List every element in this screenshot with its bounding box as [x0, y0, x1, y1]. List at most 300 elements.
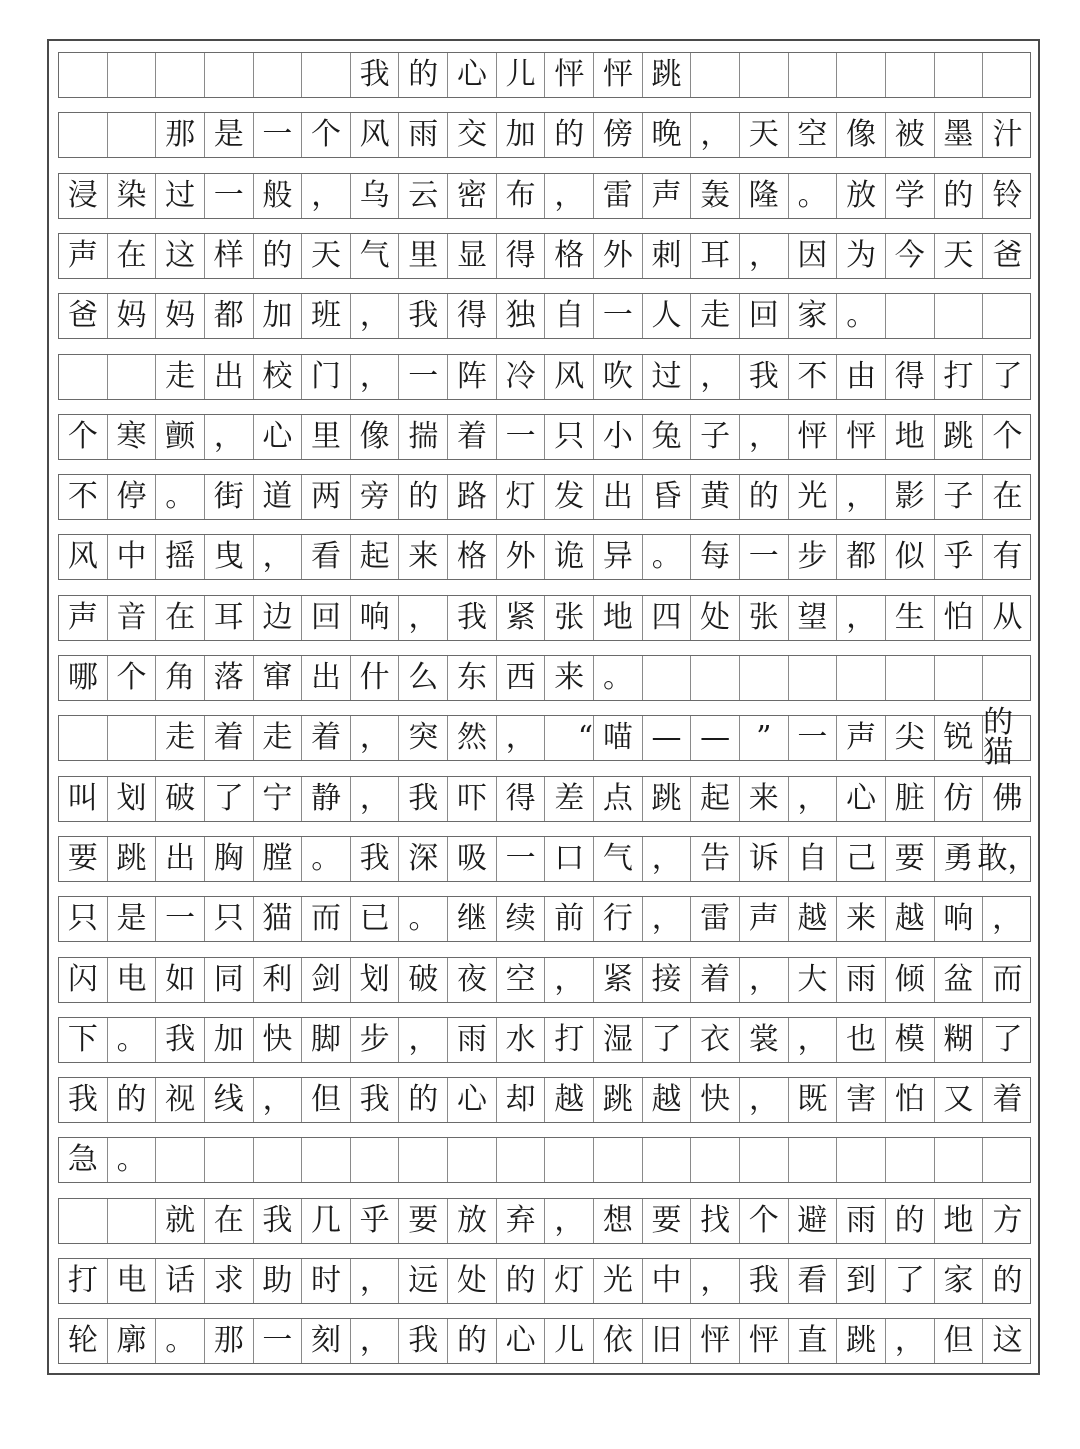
- grid-cell: 风: [59, 535, 108, 579]
- grid-cell: 避: [789, 1199, 838, 1243]
- grid-cell: 突: [399, 716, 448, 760]
- grid-cell: [497, 1138, 546, 1182]
- grid-cell: [740, 1138, 789, 1182]
- grid-cell: 锐: [935, 716, 984, 760]
- grid-cell: [886, 656, 935, 700]
- grid-cell: ，: [351, 355, 400, 399]
- grid-cell: 一: [594, 294, 643, 338]
- grid-cell: 划: [351, 958, 400, 1002]
- grid-cell: 水: [497, 1018, 546, 1062]
- grid-cell: 得: [448, 294, 497, 338]
- grid-cell: 怦: [545, 53, 594, 97]
- grid-cell: 发: [545, 475, 594, 519]
- grid-cell: 颤: [156, 415, 205, 459]
- grid-cell: 湿: [594, 1018, 643, 1062]
- grid-cell: 乌: [351, 174, 400, 218]
- grid-cell: 同: [205, 958, 254, 1002]
- grid-cell: 求: [205, 1259, 254, 1303]
- grid-cell: 的: [545, 113, 594, 157]
- grid-cell: [935, 53, 984, 97]
- grid-cell: 个: [740, 1199, 789, 1243]
- text-row: [58, 233, 1031, 279]
- grid-cell: 这: [992, 1323, 1023, 1359]
- grid-cell: 气: [351, 234, 400, 278]
- grid-cell: ，: [789, 1018, 838, 1062]
- grid-cell: [399, 1138, 448, 1182]
- grid-cell: 声: [643, 174, 692, 218]
- grid-cell: 浸: [59, 174, 108, 218]
- grid-cell: 要: [59, 837, 108, 881]
- grid-cell: ，: [545, 174, 594, 218]
- grid-cell: [254, 53, 303, 97]
- grid-cell: 我: [254, 1199, 303, 1243]
- grid-cell: [837, 53, 886, 97]
- grid-cell: 从: [992, 599, 1023, 635]
- grid-cell: 。: [594, 656, 643, 700]
- grid-cell: 了: [992, 1021, 1023, 1057]
- grid-cell: 怦: [594, 53, 643, 97]
- text-row: [58, 354, 1031, 400]
- grid-cell: 一: [789, 716, 838, 760]
- grid-cell: 人: [643, 294, 692, 338]
- grid-cell: [983, 1138, 1032, 1182]
- grid-cell: 差: [545, 777, 594, 821]
- grid-cell: 个: [59, 415, 108, 459]
- grid-cell: 子: [935, 475, 984, 519]
- grid-cell: 跳: [935, 415, 984, 459]
- grid-cell: 张: [545, 596, 594, 640]
- grid-cell: [935, 1138, 984, 1182]
- title-row: [58, 52, 1031, 98]
- grid-cell: ，: [545, 958, 594, 1002]
- grid-cell: 。: [789, 174, 838, 218]
- grid-cell: 视: [156, 1078, 205, 1122]
- text-row: [58, 293, 1031, 339]
- grid-cell: 像: [351, 415, 400, 459]
- grid-cell: 昏: [643, 475, 692, 519]
- grid-cell: 了: [886, 1259, 935, 1303]
- grid-cell: 傍: [594, 113, 643, 157]
- grid-cell: 剑: [302, 958, 351, 1002]
- grid-cell: 一: [156, 897, 205, 941]
- grid-cell: 显: [448, 234, 497, 278]
- grid-cell: ，: [691, 113, 740, 157]
- grid-cell: 怕: [886, 1078, 935, 1122]
- grid-cell: ，: [643, 897, 692, 941]
- grid-cell: 几: [302, 1199, 351, 1243]
- grid-cell: 着: [448, 415, 497, 459]
- grid-cell: 越: [789, 897, 838, 941]
- grid-cell: 模: [886, 1018, 935, 1062]
- grid-cell: 裳: [740, 1018, 789, 1062]
- grid-cell: [886, 1138, 935, 1182]
- grid-cell: ，: [351, 1259, 400, 1303]
- grid-cell: 样: [205, 234, 254, 278]
- grid-cell: 打: [545, 1018, 594, 1062]
- grid-cell: 校: [254, 355, 303, 399]
- grid-cell: 利: [254, 958, 303, 1002]
- grid-cell: 如: [156, 958, 205, 1002]
- grid-cell: ，: [789, 777, 838, 821]
- grid-cell: [643, 1138, 692, 1182]
- grid-cell: 声: [59, 596, 108, 640]
- grid-cell: 过: [643, 355, 692, 399]
- grid-cell: 地: [886, 415, 935, 459]
- grid-cell: 了: [205, 777, 254, 821]
- grid-cell: 心: [837, 777, 886, 821]
- grid-cell: 就: [156, 1199, 205, 1243]
- grid-cell: ，: [740, 1078, 789, 1122]
- grid-cell: 划: [108, 777, 157, 821]
- grid-cell: 曳: [205, 535, 254, 579]
- grid-cell: [254, 1138, 303, 1182]
- grid-cell: 因: [789, 234, 838, 278]
- grid-cell: 我: [448, 596, 497, 640]
- grid-cell: ，: [740, 958, 789, 1002]
- grid-cell: 快: [691, 1078, 740, 1122]
- grid-cell: [789, 53, 838, 97]
- grid-cell: 学: [886, 174, 935, 218]
- grid-cell: 己: [837, 837, 886, 881]
- grid-cell: 。: [156, 1319, 205, 1363]
- grid-cell: 空: [789, 113, 838, 157]
- grid-cell: 处: [691, 596, 740, 640]
- grid-cell: 加: [497, 113, 546, 157]
- grid-cell: 汁: [992, 117, 1023, 153]
- grid-cell: [156, 53, 205, 97]
- grid-cell: 气: [594, 837, 643, 881]
- grid-cell: 倾: [886, 958, 935, 1002]
- grid-cell: 接: [643, 958, 692, 1002]
- grid-cell: 已: [351, 897, 400, 941]
- grid-cell: 助: [254, 1259, 303, 1303]
- grid-cell: [108, 355, 157, 399]
- grid-cell: 出: [156, 837, 205, 881]
- grid-cell: 续: [497, 897, 546, 941]
- grid-cell: 走: [156, 355, 205, 399]
- grid-cell: 越: [886, 897, 935, 941]
- grid-cell: 过: [156, 174, 205, 218]
- grid-cell: ，: [992, 901, 1023, 937]
- grid-cell: 来: [545, 656, 594, 700]
- grid-cell: 的: [399, 475, 448, 519]
- grid-cell: 耳: [205, 596, 254, 640]
- grid-cell: 我: [156, 1018, 205, 1062]
- grid-cell: 天: [935, 234, 984, 278]
- grid-cell: 一: [399, 355, 448, 399]
- grid-cell: 衣: [691, 1018, 740, 1062]
- grid-cell: 光: [594, 1259, 643, 1303]
- grid-cell: 阵: [448, 355, 497, 399]
- grid-cell: 而: [992, 961, 1023, 997]
- grid-cell: 怕: [935, 596, 984, 640]
- grid-cell: —: [691, 716, 740, 760]
- grid-cell: 来: [399, 535, 448, 579]
- grid-cell: 在: [992, 479, 1023, 515]
- grid-cell: 快: [254, 1018, 303, 1062]
- grid-cell: 东: [448, 656, 497, 700]
- grid-cell: [935, 294, 984, 338]
- grid-cell: 跳: [108, 837, 157, 881]
- grid-cell: 的: [935, 174, 984, 218]
- grid-cell: ，: [691, 1259, 740, 1303]
- grid-cell: [935, 656, 984, 700]
- grid-cell: ”: [740, 716, 789, 760]
- grid-cell: 中: [108, 535, 157, 579]
- grid-cell: 打: [935, 355, 984, 399]
- grid-cell: [59, 1199, 108, 1243]
- grid-cell: 怦: [740, 1319, 789, 1363]
- grid-cell: 铃: [992, 177, 1023, 213]
- grid-cell: 有: [992, 539, 1023, 575]
- grid-cell: 乎: [935, 535, 984, 579]
- grid-cell: 仿: [935, 777, 984, 821]
- text-row: [58, 896, 1031, 942]
- grid-cell: 心: [448, 53, 497, 97]
- grid-cell: 似: [886, 535, 935, 579]
- grid-cell: [108, 113, 157, 157]
- grid-cell: ，: [254, 535, 303, 579]
- grid-cell: 的: [108, 1078, 157, 1122]
- grid-cell: 哪: [59, 656, 108, 700]
- grid-cell: 我: [351, 53, 400, 97]
- grid-cell: 刺: [643, 234, 692, 278]
- grid-cell: 的猫: [983, 705, 1014, 771]
- grid-cell: 刻: [302, 1319, 351, 1363]
- grid-cell: 越: [643, 1078, 692, 1122]
- grid-cell: 走: [691, 294, 740, 338]
- grid-cell: 一: [254, 1319, 303, 1363]
- text-row: [58, 112, 1031, 158]
- grid-cell: 加: [205, 1018, 254, 1062]
- grid-cell: ，: [691, 355, 740, 399]
- grid-cell: 只: [59, 897, 108, 941]
- grid-cell: 来: [837, 897, 886, 941]
- grid-cell: 得: [886, 355, 935, 399]
- grid-cell: ，: [254, 1078, 303, 1122]
- grid-cell: 个: [992, 418, 1023, 454]
- grid-cell: 但: [935, 1319, 984, 1363]
- grid-cell: 响: [935, 897, 984, 941]
- grid-cell: 小: [594, 415, 643, 459]
- grid-cell: 都: [205, 294, 254, 338]
- grid-cell: 的: [740, 475, 789, 519]
- grid-cell: 是: [108, 897, 157, 941]
- grid-cell: 的: [399, 1078, 448, 1122]
- grid-cell: 墨: [935, 113, 984, 157]
- grid-cell: 处: [448, 1259, 497, 1303]
- grid-cell: [448, 1138, 497, 1182]
- grid-cell: [789, 656, 838, 700]
- grid-cell: 外: [594, 234, 643, 278]
- grid-cell: 深: [399, 837, 448, 881]
- grid-cell: ，: [545, 1199, 594, 1243]
- grid-cell: 地: [594, 596, 643, 640]
- grid-cell: 却: [497, 1078, 546, 1122]
- grid-cell: 弃: [497, 1199, 546, 1243]
- text-row: [58, 1137, 1031, 1183]
- grid-cell: ，: [302, 174, 351, 218]
- grid-cell: 生: [886, 596, 935, 640]
- text-row: [58, 173, 1031, 219]
- grid-cell: 步: [789, 535, 838, 579]
- text-row: [58, 595, 1031, 641]
- grid-cell: 被: [886, 113, 935, 157]
- grid-cell: 。: [108, 1018, 157, 1062]
- grid-cell: 为: [837, 234, 886, 278]
- grid-cell: 不: [789, 355, 838, 399]
- grid-cell: 耳: [691, 234, 740, 278]
- grid-cell: 糊: [935, 1018, 984, 1062]
- grid-cell: 西: [497, 656, 546, 700]
- grid-cell: 怦: [789, 415, 838, 459]
- grid-cell: [205, 1138, 254, 1182]
- grid-cell: 异: [594, 535, 643, 579]
- grid-cell: [691, 656, 740, 700]
- text-row: [58, 776, 1031, 822]
- grid-cell: 雷: [691, 897, 740, 941]
- grid-cell: 得: [497, 777, 546, 821]
- grid-cell: 点: [594, 777, 643, 821]
- grid-cell: [156, 1138, 205, 1182]
- grid-cell: 勇: [935, 837, 984, 881]
- grid-cell: 灯: [545, 1259, 594, 1303]
- grid-cell: [594, 1138, 643, 1182]
- grid-cell: 。: [108, 1138, 157, 1182]
- grid-cell: 那: [156, 113, 205, 157]
- grid-cell: [886, 53, 935, 97]
- grid-cell: 出: [302, 656, 351, 700]
- grid-cell: [691, 1138, 740, 1182]
- grid-cell: 我: [351, 1078, 400, 1122]
- grid-cell: 。: [302, 837, 351, 881]
- grid-cell: 到: [837, 1259, 886, 1303]
- grid-cell: 。: [643, 535, 692, 579]
- grid-cell: 跳: [594, 1078, 643, 1122]
- grid-cell: 声: [740, 897, 789, 941]
- grid-cell: 夜: [448, 958, 497, 1002]
- grid-cell: 个: [302, 113, 351, 157]
- grid-cell: ，: [351, 1319, 400, 1363]
- grid-cell: 出: [205, 355, 254, 399]
- grid-cell: 雨: [448, 1018, 497, 1062]
- grid-cell: 大: [789, 958, 838, 1002]
- grid-cell: [691, 53, 740, 97]
- grid-cell: 。: [399, 897, 448, 941]
- text-row: [58, 1017, 1031, 1063]
- grid-cell: 我: [399, 294, 448, 338]
- grid-cell: 前: [545, 897, 594, 941]
- grid-cell: 天: [302, 234, 351, 278]
- text-row: [58, 1198, 1031, 1244]
- grid-cell: 妈: [156, 294, 205, 338]
- grid-cell: [789, 1138, 838, 1182]
- grid-cell: 出: [594, 475, 643, 519]
- grid-cell: [108, 53, 157, 97]
- grid-cell: 只: [205, 897, 254, 941]
- grid-cell: 角: [156, 656, 205, 700]
- grid-cell: 一: [497, 415, 546, 459]
- grid-cell: [983, 53, 1032, 97]
- grid-cell: [108, 1199, 157, 1243]
- grid-cell: 声: [59, 234, 108, 278]
- grid-cell: 黄: [691, 475, 740, 519]
- grid-cell: 要: [886, 837, 935, 881]
- text-row: [58, 1258, 1031, 1304]
- grid-cell: 窜: [254, 656, 303, 700]
- grid-cell: 回: [302, 596, 351, 640]
- grid-cell: 布: [497, 174, 546, 218]
- grid-cell: 然: [448, 716, 497, 760]
- grid-cell: 吓: [448, 777, 497, 821]
- grid-cell: 紧: [497, 596, 546, 640]
- grid-cell: [886, 294, 935, 338]
- grid-cell: 子: [691, 415, 740, 459]
- grid-cell: 自: [789, 837, 838, 881]
- grid-cell: ，: [351, 294, 400, 338]
- grid-cell: 风: [351, 113, 400, 157]
- grid-cell: 爸: [59, 294, 108, 338]
- grid-cell: ，: [837, 596, 886, 640]
- grid-cell: 放: [448, 1199, 497, 1243]
- grid-cell: 云: [399, 174, 448, 218]
- grid-cell: 落: [205, 656, 254, 700]
- grid-cell: [59, 113, 108, 157]
- grid-cell: 盆: [935, 958, 984, 1002]
- grid-cell: [59, 53, 108, 97]
- grid-cell: [205, 53, 254, 97]
- grid-cell: 廓: [108, 1319, 157, 1363]
- grid-cell: 闪: [59, 958, 108, 1002]
- grid-cell: 我: [399, 777, 448, 821]
- grid-cell: 在: [108, 234, 157, 278]
- grid-cell: ，: [497, 716, 546, 760]
- grid-cell: 胸: [205, 837, 254, 881]
- grid-cell: 脚: [302, 1018, 351, 1062]
- text-row: [58, 655, 1031, 701]
- grid-cell: 诡: [545, 535, 594, 579]
- grid-cell: 个: [108, 656, 157, 700]
- grid-cell: 轮: [59, 1319, 108, 1363]
- grid-cell: 脏: [886, 777, 935, 821]
- grid-cell: 班: [302, 294, 351, 338]
- grid-cell: [59, 716, 108, 760]
- grid-cell: 摇: [156, 535, 205, 579]
- grid-cell: 走: [254, 716, 303, 760]
- grid-cell: [740, 53, 789, 97]
- grid-cell: 紧: [594, 958, 643, 1002]
- grid-cell: [837, 1138, 886, 1182]
- grid-cell: ，: [740, 234, 789, 278]
- grid-cell: 了: [643, 1018, 692, 1062]
- grid-cell: 儿: [497, 53, 546, 97]
- grid-cell: 。: [156, 475, 205, 519]
- grid-cell: 晚: [643, 113, 692, 157]
- grid-cell: 一: [254, 113, 303, 157]
- grid-cell: 自: [545, 294, 594, 338]
- grid-cell: 起: [351, 535, 400, 579]
- grid-cell: 道: [254, 475, 303, 519]
- grid-cell: 雨: [837, 1199, 886, 1243]
- grid-cell: 我: [740, 1259, 789, 1303]
- grid-cell: —: [643, 716, 692, 760]
- grid-cell: 看: [789, 1259, 838, 1303]
- grid-cell: 在: [156, 596, 205, 640]
- grid-cell: 下: [59, 1018, 108, 1062]
- grid-cell: 旁: [351, 475, 400, 519]
- grid-cell: 一: [740, 535, 789, 579]
- grid-cell: 的: [886, 1199, 935, 1243]
